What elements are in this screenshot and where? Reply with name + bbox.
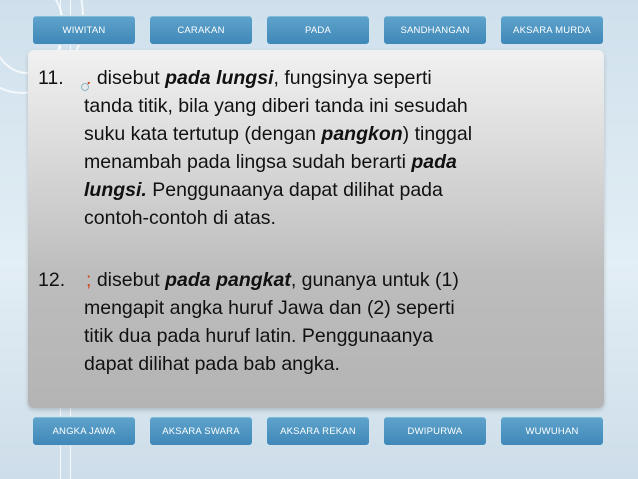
item-12-line-2 [38,294,459,322]
item-11-line-1 [38,64,472,92]
text: , gunanya untuk (1) [290,269,459,291]
text: disebut [91,269,166,291]
item-11-line-4 [38,148,472,176]
text: mengapit angka huruf Jawa dan (2) seperti [84,297,455,319]
term-pada-lungsi: pada lungsi [165,67,274,89]
text: suku kata tertutup (dengan [84,123,322,145]
term-pangkon: pangkon [321,123,403,145]
pada-lungsi-mark: . [86,67,92,89]
text: tanda titik, bila yang diberi tanda ini sesudah [84,95,468,117]
nav-aksara-murda-button[interactable]: AKSARA MURDA [500,15,604,45]
text: dapat dilihat pada bab angka. [84,353,340,375]
nav-wuwuhan-button[interactable]: WUWUHAN [500,416,604,446]
nav-aksara-swara-button[interactable]: AKSARA SWARA [149,416,253,446]
term-pada: pada [411,151,457,173]
item-11 [38,64,472,232]
term-pada-pangkat: pada pangkat [165,269,291,291]
text: disebut [91,67,166,89]
term-lungsi: lungsi. [84,179,147,201]
item-11-line-5 [38,176,472,204]
nav-pada-button[interactable]: PADA [266,15,370,45]
item-12-line-3 [38,322,459,350]
text: titik dua pada huruf latin. Penggunaanya [84,325,434,347]
nav-dwipurwa-button[interactable]: DWIPURWA [383,416,487,446]
text: ) tinggal [402,123,473,145]
nav-aksara-rekan-button[interactable]: AKSARA REKAN [266,416,370,446]
item-11-line-3 [38,120,472,148]
item-12 [38,266,459,378]
text: , fungsinya seperti [273,67,432,89]
nav-wiwitan-button[interactable]: WIWITAN [32,15,136,45]
item-12-line-4 [38,350,459,378]
item-number: 11. [38,67,64,89]
text: Penggunaanya dapat dilihat pada [146,179,443,201]
top-navigation [0,15,638,45]
item-11-line-6 [38,204,472,232]
nav-carakan-button[interactable]: CARAKAN [149,15,253,45]
pada-pangkat-mark: ; [86,269,92,291]
text: menambah pada lingsa sudah berarti [84,151,412,173]
text: contoh-contoh di atas. [84,207,276,229]
item-11-line-2 [38,92,472,120]
item-number: 12. [38,269,66,291]
nav-angka-jawa-button[interactable]: ANGKA JAWA [32,416,136,446]
item-12-line-1 [38,266,459,294]
nav-sandhangan-button[interactable]: SANDHANGAN [383,15,487,45]
bottom-navigation [0,416,638,446]
